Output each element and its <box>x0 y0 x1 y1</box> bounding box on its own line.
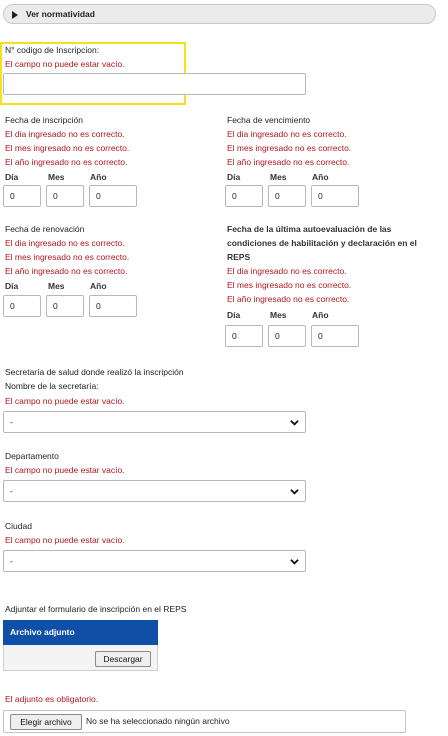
fecha-inscripcion-dia-input[interactable]: 0 <box>3 185 41 207</box>
fecha-inscripcion-error-mes: El mes ingresado no es correcto. <box>5 143 130 153</box>
ciudad-selected-value: - <box>10 556 13 566</box>
fecha-renovacion-error-dia: El dia ingresado no es correcto. <box>5 238 125 248</box>
adjunto-error: El adjunto es obligatorio. <box>5 694 99 704</box>
secretaria-selected-value: - <box>10 417 13 427</box>
fecha-inscripcion-anio-label: Año <box>90 172 107 182</box>
codigo-label: N° codigo de Inscripcion: <box>5 45 100 55</box>
fecha-renovacion-mes-label: Mes <box>48 281 65 291</box>
ciudad-label: Ciudad <box>5 521 32 531</box>
fecha-autoevaluacion-anio-label: Año <box>312 310 329 320</box>
fecha-autoevaluacion-mes-label: Mes <box>270 310 287 320</box>
codigo-input[interactable] <box>3 73 306 95</box>
fecha-renovacion-dia-input[interactable]: 0 <box>3 295 41 317</box>
fecha-vencimiento-dia-input[interactable]: 0 <box>225 185 263 207</box>
fecha-renovacion-error-anio: El año ingresado no es correcto. <box>5 266 128 276</box>
fecha-renovacion-dia-label: Día <box>5 281 19 291</box>
chevron-down-icon <box>290 557 299 566</box>
fecha-vencimiento-error-dia: El dia ingresado no es correcto. <box>227 129 347 139</box>
departamento-error: El campo no puede estar vacío. <box>5 465 125 475</box>
fecha-vencimiento-mes-input[interactable]: 0 <box>268 185 306 207</box>
fecha-inscripcion-error-anio: El año ingresado no es correcto. <box>5 157 128 167</box>
fecha-autoevaluacion-mes-input[interactable]: 0 <box>268 325 306 347</box>
departamento-label: Departamento <box>5 451 59 461</box>
archivo-adjunto-header: Archivo adjunto <box>3 620 158 645</box>
expand-triangle-icon <box>12 11 18 19</box>
fecha-inscripcion-anio-input[interactable]: 0 <box>89 185 137 207</box>
fecha-autoevaluacion-error-anio: El año ingresado no es correcto. <box>227 294 350 304</box>
departamento-select[interactable] <box>3 480 306 502</box>
fecha-autoevaluacion-error-dia: El dia ingresado no es correcto. <box>227 266 347 276</box>
fecha-inscripcion-mes-input[interactable]: 0 <box>46 185 84 207</box>
fecha-vencimiento-title: Fecha de vencimiento <box>227 115 311 125</box>
fecha-vencimiento-error-mes: El mes ingresado no es correcto. <box>227 143 352 153</box>
ciudad-select[interactable] <box>3 550 306 572</box>
fecha-vencimiento-anio-input[interactable]: 0 <box>311 185 359 207</box>
elegir-archivo-button[interactable]: Elegir archivo <box>10 714 82 730</box>
secretaria-error: El campo no puede estar vacío. <box>5 396 125 406</box>
ciudad-error: El campo no puede estar vacío. <box>5 535 125 545</box>
fecha-autoevaluacion-dia-input[interactable]: 0 <box>225 325 263 347</box>
ver-normatividad-accordion[interactable] <box>3 4 436 24</box>
fecha-vencimiento-anio-label: Año <box>312 172 329 182</box>
fecha-autoevaluacion-anio-input[interactable]: 0 <box>311 325 359 347</box>
fecha-autoevaluacion-title-line3: REPS <box>227 252 251 262</box>
chevron-down-icon <box>290 487 299 496</box>
fecha-vencimiento-mes-label: Mes <box>270 172 287 182</box>
fecha-autoevaluacion-dia-label: Día <box>227 310 241 320</box>
fecha-inscripcion-mes-label: Mes <box>48 172 65 182</box>
fecha-renovacion-mes-input[interactable]: 0 <box>46 295 84 317</box>
fecha-vencimiento-dia-label: Día <box>227 172 241 182</box>
fecha-autoevaluacion-error-mes: El mes ingresado no es correcto. <box>227 280 352 290</box>
departamento-selected-value: - <box>10 486 13 496</box>
fecha-inscripcion-error-dia: El dia ingresado no es correcto. <box>5 129 125 139</box>
file-input[interactable] <box>3 710 406 733</box>
secretaria-select[interactable] <box>3 411 306 433</box>
fecha-renovacion-error-mes: El mes ingresado no es correcto. <box>5 252 130 262</box>
adjunto-title: Adjuntar el formulario de inscripción en el REPS <box>5 604 187 614</box>
fecha-inscripcion-dia-label: Día <box>5 172 19 182</box>
archivo-adjunto-panel <box>3 645 158 671</box>
fecha-renovacion-anio-label: Año <box>90 281 107 291</box>
secretaria-section-title: Secretaría de salud donde realizó la inscripción <box>5 367 184 377</box>
fecha-inscripcion-title: Fecha de inscripción <box>5 115 83 125</box>
fecha-renovacion-title: Fecha de renovación <box>5 224 85 234</box>
descargar-button[interactable]: Descargar <box>95 651 151 667</box>
codigo-error: El campo no puede estar vacío. <box>5 59 125 69</box>
fecha-autoevaluacion-title-line1: Fecha de la última autoevaluación de las <box>227 224 392 234</box>
fecha-renovacion-anio-input[interactable]: 0 <box>89 295 137 317</box>
secretaria-label: Nombre de la secretaría: <box>5 381 99 391</box>
chevron-down-icon <box>290 418 299 427</box>
fecha-vencimiento-error-anio: El año ingresado no es correcto. <box>227 157 350 167</box>
no-file-text: No se ha seleccionado ningún archivo <box>86 716 230 726</box>
fecha-autoevaluacion-title-line2: condiciones de habilitación y declaración en el <box>227 238 417 248</box>
accordion-label: Ver normatividad <box>26 9 95 19</box>
